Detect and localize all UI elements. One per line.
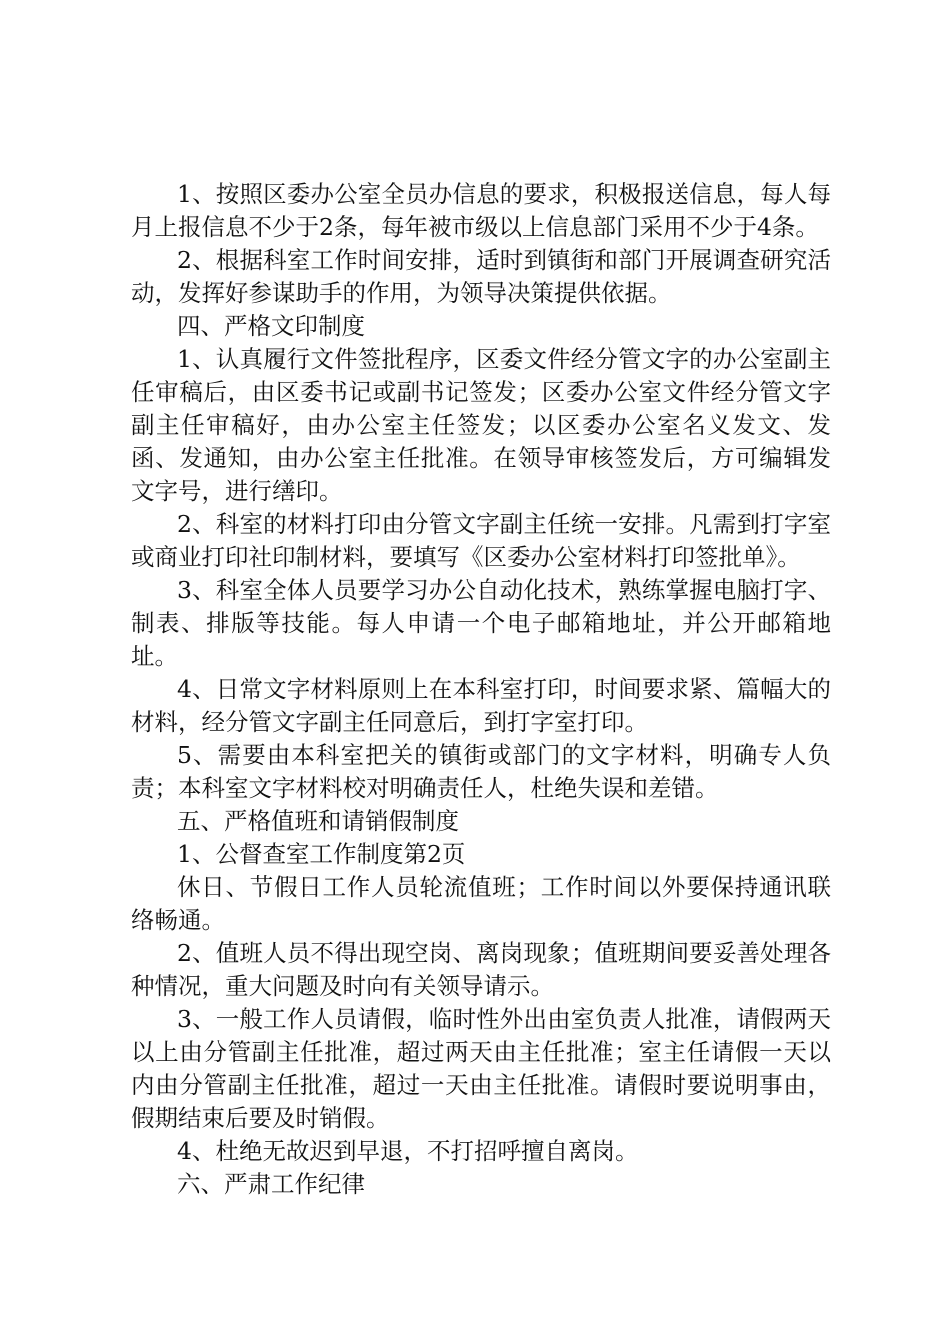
paragraph: 2、根据科室工作时间安排，适时到镇街和部门开展调查研究活动，发挥好参谋助手的作用，为领导决策提供依据。 (131, 246, 831, 307)
paragraph: 2、值班人员不得出现空岗、离岗现象；值班期间要妥善处理各种情况，重大问题及时向有关领导请示。 (131, 939, 831, 1000)
paragraph: 1、按照区委办公室全员办信息的要求，积极报送信息，每人每月上报信息不少于2条，每年被市级以上信息部门采用不少于4条。 (131, 180, 831, 241)
paragraph: 1、认真履行文件签批程序，区委文件经分管文字的办公室副主任审稿后，由区委书记或副书记签发；区委办公室文件经分管文字副主任审稿好，由办公室主任签发；以区委办公室名义发文、发函、发通知，由办公室主任批准。在领导审核签发后，方可编辑发文字号，进行缮印。 (131, 345, 831, 505)
paragraph: 3、一般工作人员请假，临时性外出由室负责人批准，请假两天以上由分管副主任批准，超过两天由主任批准；室主任请假一天以内由分管副主任批准，超过一天由主任批准。请假时要说明事由，假期结束后要及时销假。 (131, 1005, 831, 1132)
section-heading: 六、严肃工作纪律 (177, 1170, 365, 1198)
page-marker-line: 1、公督查室工作制度第2页 (177, 840, 466, 868)
paragraph: 2、科室的材料打印由分管文字副主任统一安排。凡需到打字室或商业打印社印制材料，要填写《区委办公室材料打印签批单》。 (131, 510, 831, 571)
document-body (131, 178, 831, 1201)
paragraph: 4、日常文字材料原则上在本科室打印，时间要求紧、篇幅大的材料，经分管文字副主任同意后，到打字室打印。 (131, 675, 831, 736)
paragraph: 休日、节假日工作人员轮流值班；工作时间以外要保持通讯联络畅通。 (131, 873, 831, 934)
section-heading: 四、严格文印制度 (177, 312, 365, 340)
section-heading: 五、严格值班和请销假制度 (177, 807, 459, 835)
paragraph: 3、科室全体人员要学习办公自动化技术，熟练掌握电脑打字、制表、排版等技能。每人申请一个电子邮箱地址，并公开邮箱地址。 (131, 576, 831, 670)
paragraph: 4、杜绝无故迟到早退，不打招呼擅自离岗。 (177, 1137, 639, 1165)
paragraph: 5、需要由本科室把关的镇街或部门的文字材料，明确专人负责；本科室文字材料校对明确责任人，杜绝失误和差错。 (131, 741, 831, 802)
